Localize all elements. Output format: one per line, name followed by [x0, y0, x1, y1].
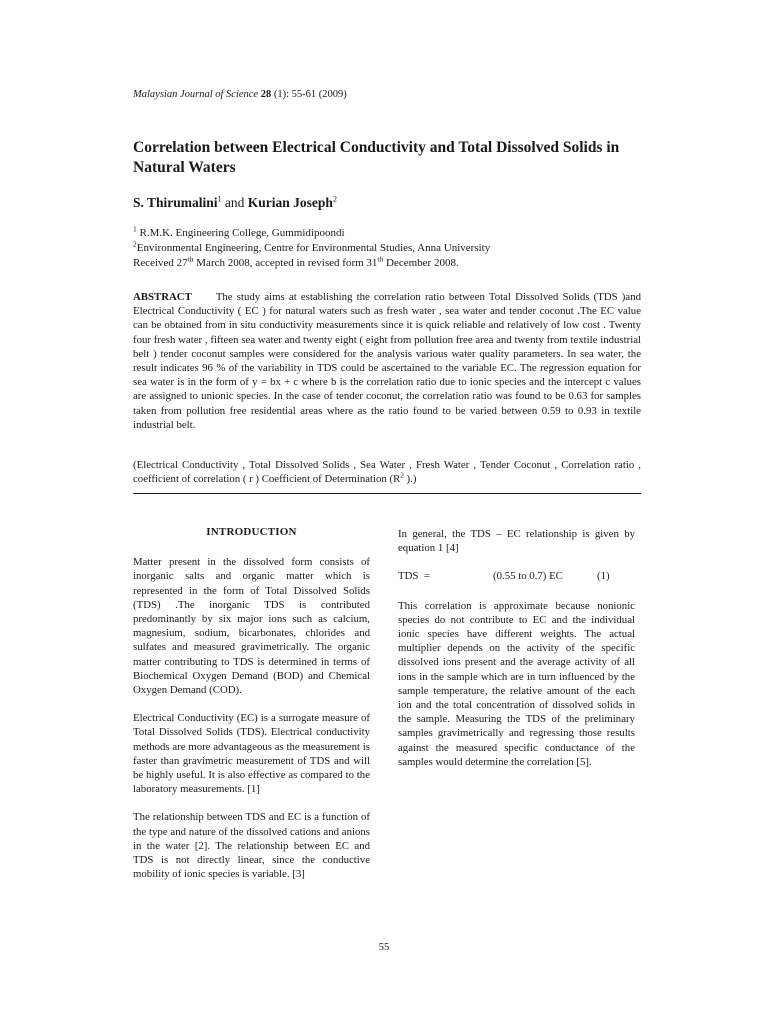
- right-column: [398, 527, 635, 783]
- equation-lhs: TDS =: [398, 570, 430, 583]
- received-prefix: Received 27: [133, 257, 188, 269]
- author-1-affil-mark: 1: [217, 194, 222, 204]
- right-paragraph-2: This correlation is approximate because nonionic species do not contribute to EC and the individual ionic species have different weights. The actual multiplier depends on the activity of the specific dissolved ions present and the average activity of all ions in the sample which are in turn influenced by the sample temperature, the relative amount of the each ion and the total concentration of dissolved solids in the sample. Measuring the TDS of the preliminary samples gravimetrically and regressing those results against the measured specific conductance of the samples would determine the correlation [5].: [398, 599, 635, 768]
- affiliation-2: [133, 241, 653, 256]
- section-divider: [133, 493, 641, 494]
- journal-volume: 28: [260, 89, 272, 100]
- received-middle: March 2008, accepted in revised form 31: [193, 257, 378, 269]
- journal-name: Malaysian Journal of Science: [133, 89, 259, 100]
- keywords-text: (Electrical Conductivity , Total Dissolved Solids , Sea Water , Fresh Water , Tender Coconut , Correlation ratio , coefficient of correlation ( r ) Coefficient of Determination (R: [133, 459, 641, 486]
- keywords-suffix: ).): [403, 473, 417, 486]
- journal-issue-pages: (1): 55-61 (2009): [273, 89, 347, 100]
- abstract: [133, 290, 641, 432]
- author-line: [133, 194, 337, 212]
- equation-1: [398, 569, 635, 583]
- journal-citation: [133, 88, 347, 102]
- intro-paragraph-2: Electrical Conductivity (EC) is a surrogate measure of Total Dissolved Solids (TDS). Electrical conductivity methods are more advantageous as the measurement is faster than gravimetric measurement of TDS and will be highly useful. It is also effective as compared to the laboratory measurements. [1]: [133, 712, 370, 796]
- paper-title: Correlation between Electrical Conductivity and Total Dissolved Solids in Natural Waters: [133, 139, 620, 176]
- intro-paragraph-1: Matter present in the dissolved form consists of inorganic salts and organic matter which is represented in the form of Total Dissolved Solids (TDS) .The inorganic TDS is contributed predominantly by six major ions such as calcium, magnesium, sodium, bicarbonates, chlorides and sulfates and measured gravimetrically. The organic matter contributing to TDS is determined in terms of Biochemical Oxygen Demand (BOD) and Chemical Oxygen Demand (COD).: [133, 556, 370, 697]
- accepted-day-suffix: th: [377, 254, 384, 264]
- left-column: [133, 525, 370, 895]
- author-1: S. Thirumalini: [133, 195, 218, 210]
- page-number: 55: [378, 942, 390, 953]
- equation-rhs: (0.55 to 0.7) EC: [493, 570, 563, 583]
- right-paragraph-1: In general, the TDS – EC relationship is given by equation 1 [4]: [398, 528, 635, 555]
- intro-paragraph-3: The relationship between TDS and EC is a function of the type and nature of the dissolved cations and anions in the water [2]. The relationship between EC and TDS is not directly linear, since the conductive mobility of ionic species is variable. [3]: [133, 811, 370, 881]
- abstract-heading: ABSTRACT: [133, 291, 192, 303]
- received-day-suffix: th: [187, 254, 194, 264]
- affiliation-1-text: R.M.K. Engineering College, Gummidipoondi: [139, 227, 345, 239]
- received-dates: [133, 256, 653, 271]
- introduction-heading: INTRODUCTION: [206, 526, 297, 538]
- affiliations: [133, 226, 653, 271]
- keywords: [133, 458, 641, 486]
- author-2: Kurian Joseph: [247, 195, 333, 210]
- affiliation-2-mark: 2: [133, 239, 137, 249]
- keywords-superscript: 2: [400, 471, 404, 480]
- received-suffix: December 2008.: [383, 257, 459, 269]
- author-conjunction: and: [224, 195, 245, 210]
- affiliation-1-mark: 1: [133, 224, 137, 234]
- affiliation-2-text: Environmental Engineering, Centre for Environmental Studies, Anna University: [136, 242, 491, 254]
- author-2-affil-mark: 2: [332, 194, 337, 204]
- equation-number: (1): [597, 570, 610, 583]
- affiliation-1: [133, 226, 653, 241]
- abstract-text: The study aims at establishing the correlation ratio between Total Dissolved Solids (TDS )and Electrical Conductivity ( EC ) for natural waters such as fresh water , sea water and tender coconut .The EC value can be obtained from in situ conductivity measurements since it is quick reliable and relatively of low cost . Twenty four fresh water , fifteen sea water and twenty eight ( eight from pollution free area and twenty from textile industrial belt ) tender coconut samples were considered for the analysis various water quality parameters. In sea water, the result indicates 96 % of the variability in TDS could be ascertained to the variable EC. The regression equation for sea water is in the form of y = bx + c where b is the correlation ratio due to ionic species and the intercept c values are assigned to unionic species. In the case of tender coconut, the correlation ratio was found to be 0.63 for samples taken from pollution free residential areas where as the ratio found to be varied between 0.59 to 0.93 in textile industrial belt.: [133, 291, 641, 431]
